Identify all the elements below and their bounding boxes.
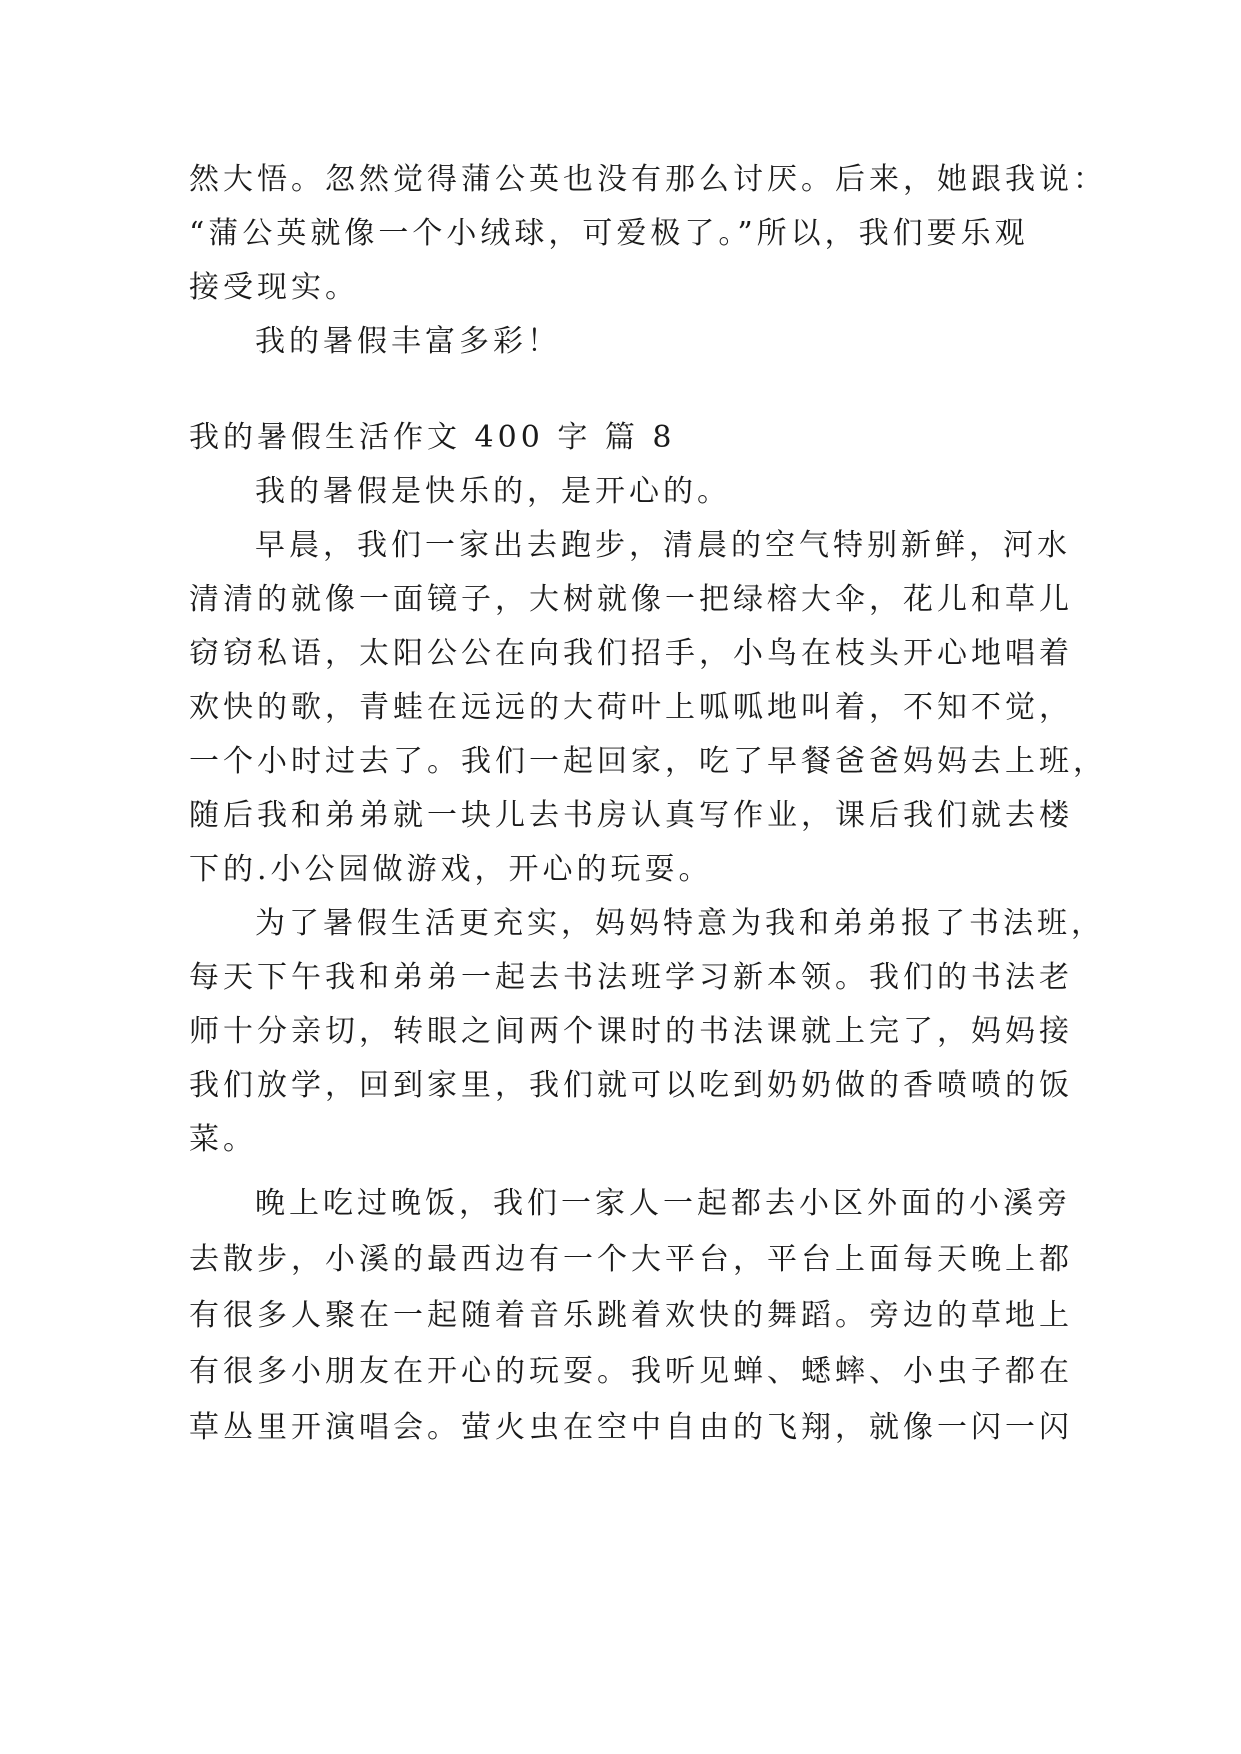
text-line: 接受现实。 xyxy=(189,270,359,305)
paragraph-line: 我的暑假是快乐的，是开心的。 xyxy=(255,474,731,509)
paragraph-line: 师十分亲切，转眼之间两个课时的书法课就上完了，妈妈接 xyxy=(189,1014,1073,1049)
paragraph-line: 窃窃私语，太阳公公在向我们招手，小鸟在枝头开心地唱着 xyxy=(189,636,1073,671)
text-line: “蒲公英就像一个小绒球，可爱极了。”所以，我们要乐观 xyxy=(189,216,1029,251)
paragraph-line: 有很多人聚在一起随着音乐跳着欢快的舞蹈。旁边的草地上 xyxy=(189,1298,1073,1333)
paragraph-line: 一个小时过去了。我们一起回家，吃了早餐爸爸妈妈去上班， xyxy=(189,744,1107,779)
paragraph-line: 有很多小朋友在开心的玩耍。我听见蝉、蟋蟀、小虫子都在 xyxy=(189,1354,1073,1389)
paragraph-line: 早晨，我们一家出去跑步，清晨的空气特别新鲜，河水 xyxy=(255,528,1071,563)
paragraph-line: 下的.小公园做游戏，开心的玩耍。 xyxy=(189,852,713,887)
text-line: 然大悟。忽然觉得蒲公英也没有那么讨厌。后来，她跟我说： xyxy=(189,162,1107,197)
section-heading: 我的暑假生活作文 400 字 篇 8 xyxy=(189,420,676,455)
paragraph-line: 随后我和弟弟就一块儿去书房认真写作业，课后我们就去楼 xyxy=(189,798,1073,833)
closing-line: 我的暑假丰富多彩！ xyxy=(255,324,561,359)
paragraph-line: 为了暑假生活更充实，妈妈特意为我和弟弟报了书法班， xyxy=(255,906,1105,941)
paragraph-line: 去散步，小溪的最西边有一个大平台，平台上面每天晚上都 xyxy=(189,1242,1073,1277)
paragraph-line: 欢快的歌，青蛙在远远的大荷叶上呱呱地叫着，不知不觉， xyxy=(189,690,1073,725)
paragraph-line: 每天下午我和弟弟一起去书法班学习新本领。我们的书法老 xyxy=(189,960,1073,995)
paragraph-line: 草丛里开演唱会。萤火虫在空中自由的飞翔，就像一闪一闪 xyxy=(189,1410,1073,1445)
paragraph-line: 菜。 xyxy=(189,1122,257,1157)
paragraph-line: 晚上吃过晚饭，我们一家人一起都去小区外面的小溪旁 xyxy=(255,1186,1071,1221)
paragraph-line: 我们放学，回到家里，我们就可以吃到奶奶做的香喷喷的饭 xyxy=(189,1068,1073,1103)
paragraph-line: 清清的就像一面镜子，大树就像一把绿榕大伞，花儿和草儿 xyxy=(189,582,1073,617)
